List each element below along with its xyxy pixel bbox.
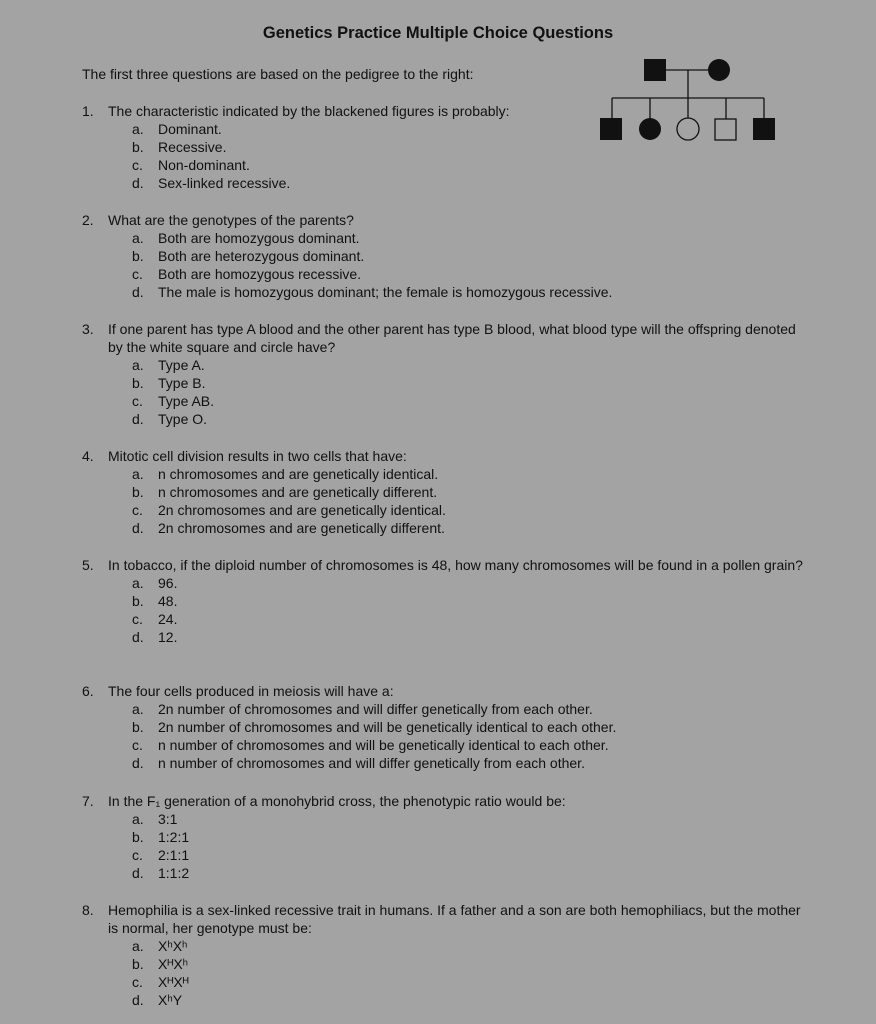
question-stem: What are the genotypes of the parents?: [108, 212, 354, 228]
option-text: 24.: [158, 611, 178, 627]
option-text: XʰY: [158, 992, 183, 1008]
option-letter: a.: [132, 575, 144, 591]
answer-option: [132, 410, 808, 428]
answer-option: [132, 991, 808, 1009]
option-text: n chromosomes and are genetically identical.: [158, 466, 439, 482]
option-text: 2n chromosomes and are genetically different.: [158, 520, 445, 536]
option-letter: a.: [132, 357, 144, 373]
answer-option: [132, 592, 808, 610]
option-letter: b.: [132, 484, 144, 500]
option-letter: c.: [132, 266, 143, 282]
answer-option: [132, 392, 808, 410]
question-stem: The four cells produced in meiosis will have a:: [108, 683, 394, 699]
question-number: 3.: [82, 321, 94, 337]
parent-male-affected: [644, 59, 666, 81]
option-letter: c.: [132, 737, 143, 753]
option-letter: d.: [132, 755, 144, 771]
option-letter: c.: [132, 611, 143, 627]
option-letter: b.: [132, 375, 144, 391]
question-6: [82, 682, 808, 772]
answer-option: [132, 846, 808, 864]
option-text: Recessive.: [158, 139, 227, 155]
answer-option: [132, 610, 808, 628]
answer-option: [132, 229, 808, 247]
option-text: n number of chromosomes and will differ genetically from each other.: [158, 755, 585, 771]
answer-option: [132, 120, 808, 138]
option-letter: d.: [132, 175, 144, 191]
answer-option: [132, 828, 808, 846]
answer-option: [132, 465, 808, 483]
answer-option: [132, 937, 808, 955]
question-stem: If one parent has type A blood and the other parent has type B blood, what blood type will the offspring denoted by the white square and circle have?: [108, 321, 796, 355]
option-text: Type AB.: [158, 393, 215, 409]
question-stem: In tobacco, if the diploid number of chromosomes is 48, how many chromosomes will be found in a pollen grain?: [108, 557, 803, 573]
option-text: n number of chromosomes and will be genetically identical to each other.: [158, 737, 609, 753]
answer-option: [132, 955, 808, 973]
answer-option: [132, 574, 808, 592]
question-stem: The characteristic indicated by the blackened figures is probably:: [108, 103, 510, 119]
intro-text: The first three questions are based on the pedigree to the right:: [82, 66, 474, 82]
option-letter: d.: [132, 865, 144, 881]
option-text: Both are homozygous recessive.: [158, 266, 362, 282]
option-text: Both are homozygous dominant.: [158, 230, 360, 246]
question-number: 1.: [82, 103, 94, 119]
answer-option: [132, 138, 808, 156]
question-stem: Mitotic cell division results in two cells that have:: [108, 448, 407, 464]
question-stem: In the F₁ generation of a monohybrid cross, the phenotypic ratio would be:: [108, 793, 566, 809]
option-letter: b.: [132, 719, 144, 735]
option-text: Type B.: [158, 375, 206, 391]
option-text: 48.: [158, 593, 178, 609]
option-letter: a.: [132, 466, 144, 482]
option-text: 2n chromosomes and are genetically identical.: [158, 502, 446, 518]
option-letter: b.: [132, 248, 144, 264]
option-letter: b.: [132, 956, 144, 972]
option-letter: a.: [132, 938, 144, 954]
option-text: Type O.: [158, 411, 208, 427]
answer-option: [132, 483, 808, 501]
option-letter: a.: [132, 121, 144, 137]
question-number: 2.: [82, 212, 94, 228]
answer-option: [132, 864, 808, 882]
question-number: 5.: [82, 557, 94, 573]
option-letter: b.: [132, 139, 144, 155]
question-5: [82, 556, 808, 646]
option-text: 1:1:2: [158, 865, 190, 881]
option-letter: c.: [132, 974, 143, 990]
option-letter: a.: [132, 701, 144, 717]
answer-option: [132, 156, 808, 174]
option-text: 2n number of chromosomes and will differ genetically from each other.: [158, 701, 593, 717]
option-text: Both are heterozygous dominant.: [158, 248, 365, 264]
answer-option: [132, 700, 808, 718]
answer-option: [132, 247, 808, 265]
option-letter: c.: [132, 157, 143, 173]
option-text: Non-dominant.: [158, 157, 250, 173]
option-letter: d.: [132, 411, 144, 427]
option-text: Sex-linked recessive.: [158, 175, 291, 191]
question-2: [82, 211, 808, 301]
answer-option: [132, 174, 808, 192]
answer-option: [132, 519, 808, 537]
option-letter: b.: [132, 829, 144, 845]
answer-option: [132, 628, 808, 646]
option-letter: d.: [132, 992, 144, 1008]
option-text: 2:1:1: [158, 847, 190, 863]
question-number: 8.: [82, 902, 94, 918]
option-text: 12.: [158, 629, 178, 645]
page-title: Genetics Practice Multiple Choice Questions: [262, 24, 614, 42]
answer-option: [132, 810, 808, 828]
option-letter: d.: [132, 284, 144, 300]
option-text: Type A.: [158, 357, 205, 373]
parent-female-affected: [708, 59, 730, 81]
answer-option: [132, 374, 808, 392]
option-text: XᴴXᴴ: [158, 974, 189, 990]
option-text: 96.: [158, 575, 178, 591]
option-text: 3:1: [158, 811, 178, 827]
option-letter: c.: [132, 393, 143, 409]
option-text: 2n number of chromosomes and will be genetically identical to each other.: [158, 719, 617, 735]
option-text: n chromosomes and are genetically different.: [158, 484, 438, 500]
option-letter: d.: [132, 629, 144, 645]
option-text: The male is homozygous dominant; the female is homozygous recessive.: [158, 284, 613, 300]
question-1: [82, 102, 808, 192]
question-stem: Hemophilia is a sex-linked recessive trait in humans. If a father and a son are both hemophiliacs, but the mother is normal, her genotype must be:: [108, 902, 801, 936]
question-4: [82, 447, 808, 537]
answer-option: [132, 265, 808, 283]
question-7: [82, 792, 808, 882]
answer-option: [132, 283, 808, 301]
answer-option: [132, 718, 808, 736]
option-text: Dominant.: [158, 121, 222, 137]
option-text: XʰXʰ: [158, 938, 188, 954]
option-text: XᴴXʰ: [158, 956, 189, 972]
question-number: 7.: [82, 793, 94, 809]
answer-option: [132, 736, 808, 754]
option-text: 1:2:1: [158, 829, 190, 845]
question-number: 4.: [82, 448, 94, 464]
option-letter: a.: [132, 811, 144, 827]
answer-option: [132, 973, 808, 991]
option-letter: d.: [132, 520, 144, 536]
option-letter: c.: [132, 502, 143, 518]
question-8: [82, 901, 808, 1009]
answer-option: [132, 356, 808, 374]
answer-option: [132, 501, 808, 519]
answer-option: [132, 754, 808, 772]
question-number: 6.: [82, 683, 94, 699]
option-letter: b.: [132, 593, 144, 609]
option-letter: a.: [132, 230, 144, 246]
question-3: [82, 320, 808, 428]
option-letter: c.: [132, 847, 143, 863]
